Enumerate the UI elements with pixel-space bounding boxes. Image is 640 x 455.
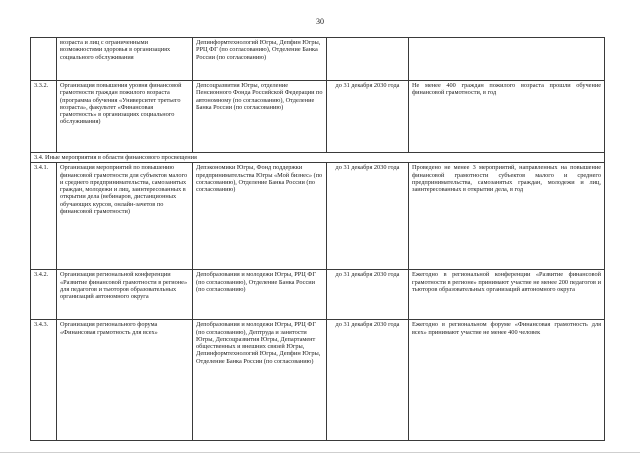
measure-name: Организация регионального форума «Финансовая грамотность для всех»	[57, 320, 193, 441]
section-title: 3.4. Иные мероприятия в области финансового просвещения	[31, 153, 605, 163]
table-row	[31, 38, 605, 81]
action-plan-table	[30, 37, 605, 441]
measure-name: возраста и лиц с ограниченными возможностями здоровья в организациях социального обслуживания	[57, 38, 193, 81]
responsible-parties: Депсоцразвития Югры, отделение Пенсионного Фонда Российской Федерации по автономному (по согласованию), Отделение Банка России (по согласованию)	[193, 81, 327, 153]
deadline	[327, 38, 409, 81]
responsible-parties: Депобразования и молодежи Югры, РРЦ ФГ (по согласованию), Отделение Банка России (по согласованию)	[193, 270, 327, 320]
deadline: до 31 декабря 2030 года	[327, 163, 409, 270]
table-row	[31, 81, 605, 153]
row-number: 3.4.1.	[31, 163, 57, 270]
measure-name: Организация региональной конференции «Развитие финансовой грамотности в регионе» для педагогов и тьюторов образовательных организаций автономного округа	[57, 270, 193, 320]
section-header-row	[31, 153, 605, 163]
responsible-parties: Депобразования и молодежи Югры, РРЦ ФГ (по согласованию), Дептруда и занятости Югры, Депсоцразвития Югры, Департамент общественных и внешних связей Югры, Депинформтехнологий Югры, Депфин Югры, Отделение Банка России (по согласованию)	[193, 320, 327, 441]
measure-name: Организация повышения уровня финансовой грамотности граждан пожилого возраста (программа обучения «Университет третьего возраста», факультет «Финансовая грамотность» в организациях социального обслуживания)	[57, 81, 193, 153]
row-number: 3.3.2.	[31, 81, 57, 153]
measure-name: Организация мероприятий по повышению финансовой грамотности для субъектов малого и среднего предпринимательства, самозанятых граждан, молодежи и лиц, заинтересованных в открытии дела (вебинаров, дистанционных обучающих курсов, онлайн-зачетов по финансовой грамотности)	[57, 163, 193, 270]
page-number: 30	[316, 17, 324, 26]
row-number: 3.4.3.	[31, 320, 57, 441]
expected-result: Проведено не менее 3 мероприятий, направленных на повышение финансовой грамотности субъектов малого и среднего предпринимательства, самозанятых граждан, молодежи и лиц, заинтересованных в открытии дела, в год	[409, 163, 605, 270]
table-row	[31, 270, 605, 320]
table-row	[31, 320, 605, 441]
row-number	[31, 38, 57, 81]
expected-result: Не менее 400 граждан пожилого возраста прошли обучение финансовой грамотности, в год	[409, 81, 605, 153]
expected-result: Ежегодно в региональном форуме «Финансовая грамотность для всех» принимают участие не менее 400 человек	[409, 320, 605, 441]
scan-edge-line	[0, 452, 640, 453]
deadline: до 31 декабря 2030 года	[327, 270, 409, 320]
expected-result	[409, 38, 605, 81]
responsible-parties: Депинформтехнологий Югры, Депфин Югры, РРЦ ФГ (по согласованию), Отделение Банка России (по согласованию)	[193, 38, 327, 81]
table-row	[31, 163, 605, 270]
responsible-parties: Депэкономики Югры, Фонд поддержки предпринимательства Югры «Мой бизнес» (по согласованию), Отделение Банка России (по согласованию)	[193, 163, 327, 270]
deadline: до 31 декабря 2030 года	[327, 320, 409, 441]
row-number: 3.4.2.	[31, 270, 57, 320]
deadline: до 31 декабря 2030 года	[327, 81, 409, 153]
expected-result: Ежегодно в региональной конференции «Развитие финансовой грамотности в регионе» принимают участие не менее 200 педагогов и тьюторов образовательных организаций автономного округа	[409, 270, 605, 320]
